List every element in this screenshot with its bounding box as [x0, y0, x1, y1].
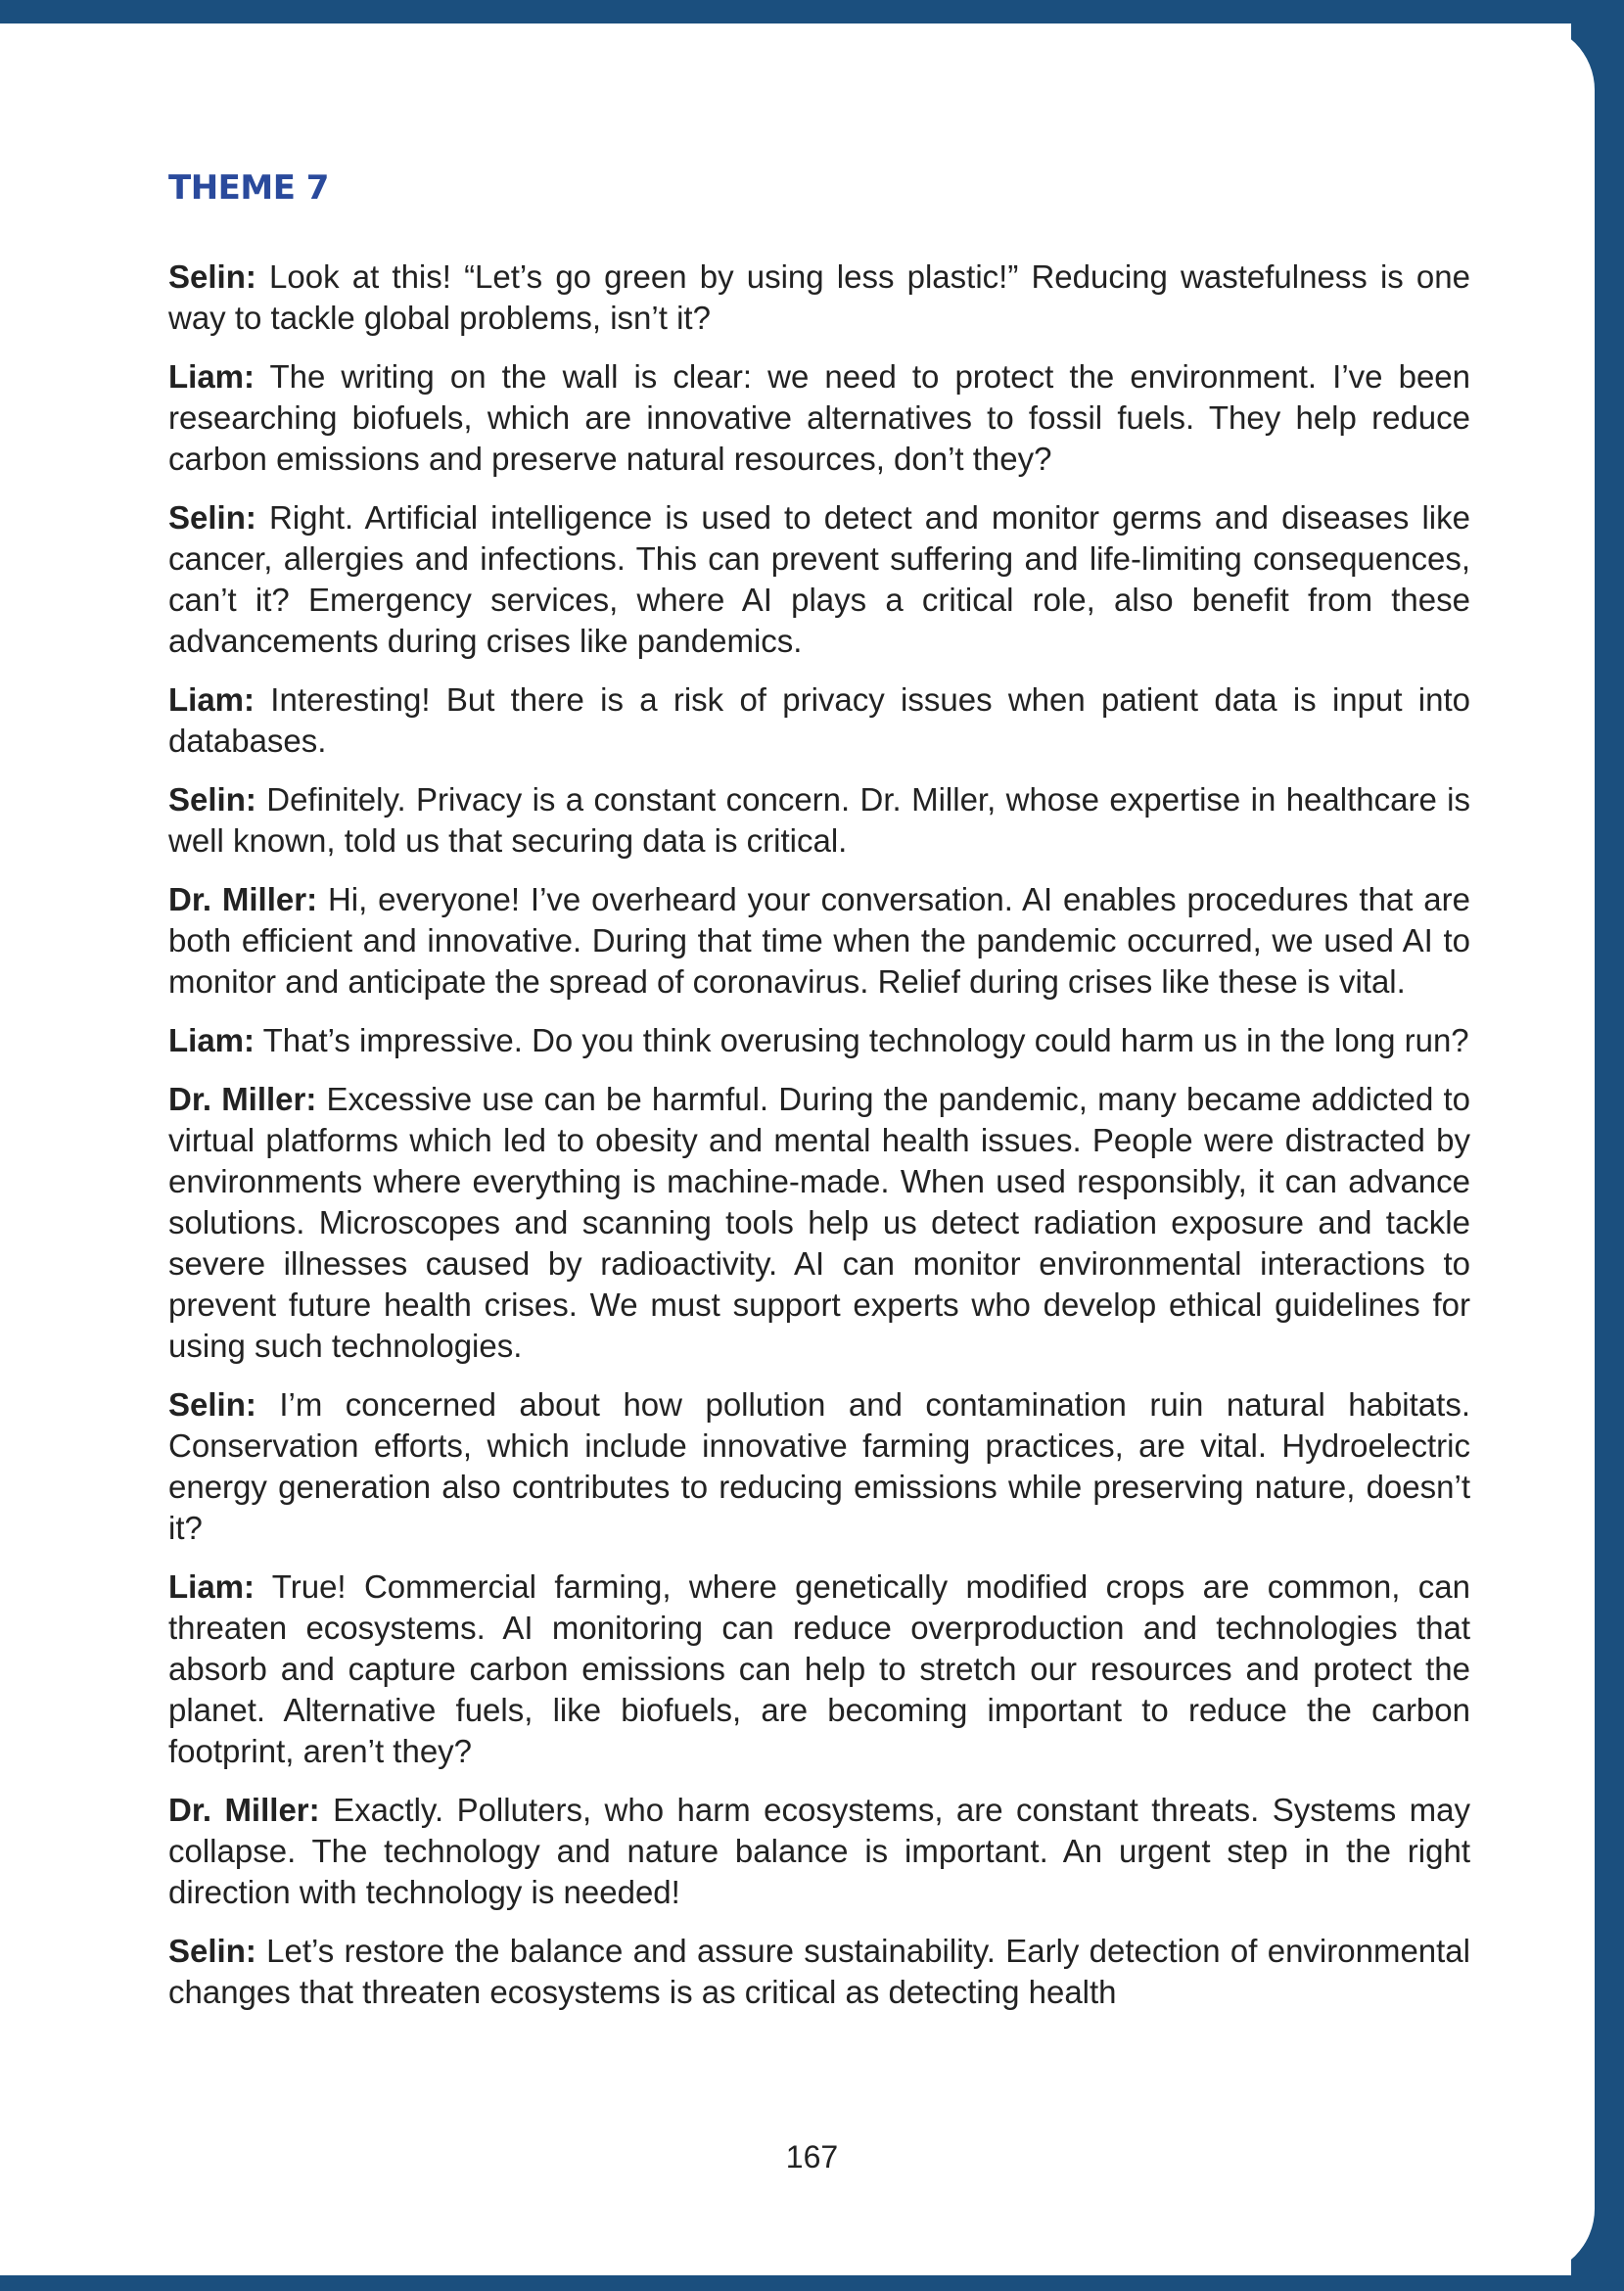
frame-top-border: [0, 0, 1624, 23]
dialogue-line: [168, 1790, 1470, 1913]
dialogue-text: Look at this! “Let’s go green by using less plastic!” Reducing wastefulness is one way to tackle global problems, isn’t it?: [168, 258, 1470, 336]
dialogue-line: [168, 1079, 1470, 1367]
dialogue-text: The writing on the wall is clear: we need to protect the environment. I’ve been researching biofuels, which are innovative alternatives to fossil fuels. They help reduce carbon emissions and preserve natural resources, don’t they?: [168, 358, 1471, 477]
speaker-name: Liam:: [168, 358, 255, 395]
dialogue-line: [168, 257, 1470, 339]
dialogue-text: I’m concerned about how pollution and contamination ruin natural habitats. Conservation efforts, which include innovative farming practices, are vital. Hydroelectric energy generation also contributes to reducing emissions while preserving nature, doesn’t it?: [168, 1386, 1470, 1546]
dialogue-text: That’s impressive. Do you think overusing technology could harm us in the long run?: [262, 1022, 1469, 1058]
dialogue-text: Definitely. Privacy is a constant concern. Dr. Miller, whose expertise in healthcare is well known, told us that securing data is critical.: [168, 781, 1470, 859]
dialogue-line: [168, 779, 1470, 862]
speaker-name: Selin:: [168, 1386, 256, 1423]
dialogue-line: [168, 879, 1470, 1003]
speaker-name: Dr. Miller:: [168, 881, 318, 917]
page-content: [168, 168, 1470, 2031]
dialogue-text: Hi, everyone! I’ve overheard your conversation. AI enables procedures that are both efficient and innovative. During that time when the pandemic occurred, we used AI to monitor and anticipate the spread of coronavirus. Relief during crises like these is vital.: [168, 881, 1471, 1000]
dialogue-text: True! Commercial farming, where genetically modified crops are common, can threaten ecosystems. AI monitoring can reduce overproduction and technologies that absorb and capture carbon emissions can help to stretch our resources and protect the planet. Alternative fuels, like biofuels, are becoming important to reduce the carbon footprint, aren’t they?: [168, 1568, 1470, 1769]
speaker-name: Dr. Miller:: [168, 1792, 320, 1828]
dialogue-line: [168, 1384, 1470, 1549]
speaker-name: Liam:: [168, 681, 255, 718]
dialogue-line: [168, 1566, 1470, 1772]
frame-bottom-border: [0, 2275, 1624, 2291]
speaker-name: Selin:: [168, 781, 256, 818]
dialogue-text: Exactly. Polluters, who harm ecosystems, are constant threats. Systems may collapse. The technology and nature balance is important. An urgent step in the right direction with technology is needed!: [168, 1792, 1470, 1910]
speaker-name: Selin:: [168, 258, 256, 295]
dialogue-text: Let’s restore the balance and assure sustainability. Early detection of environmental changes that threaten ecosystems is as critical as detecting health: [168, 1933, 1470, 2010]
speaker-name: Selin:: [168, 1933, 256, 1969]
page-number: 167: [785, 2139, 839, 2174]
dialogue-text: Excessive use can be harmful. During the pandemic, many became addicted to virtual platforms which led to obesity and mental health issues. People were distracted by environments where everything is machine-made. When used responsibly, it can advance solutions. Microscopes and scanning tools help us detect radiation exposure and tackle severe illnesses caused by radioactivity. AI can monitor environmental interactions to prevent future health crises. We must support experts who develop ethical guidelines for using such technologies.: [168, 1081, 1470, 1364]
dialogue-text: Right. Artificial intelligence is used to detect and monitor germs and diseases like cancer, allergies and infections. This can prevent suffering and life-limiting consequences, can’t it? Emergency services, where AI plays a critical role, also benefit from these advancements during crises like pandemics.: [168, 499, 1470, 659]
dialogue: [168, 257, 1470, 2013]
speaker-name: Selin:: [168, 499, 256, 536]
dialogue-line: [168, 1931, 1470, 2013]
dialogue-line: [168, 356, 1470, 480]
speaker-name: Liam:: [168, 1568, 255, 1605]
speaker-name: Liam:: [168, 1022, 255, 1058]
dialogue-line: [168, 497, 1470, 662]
dialogue-line: [168, 1020, 1470, 1061]
dialogue-text: Interesting! But there is a risk of privacy issues when patient data is input into databases.: [168, 681, 1470, 759]
dialogue-line: [168, 679, 1470, 762]
theme-title: THEME 7: [168, 168, 329, 208]
speaker-name: Dr. Miller:: [168, 1081, 317, 1117]
